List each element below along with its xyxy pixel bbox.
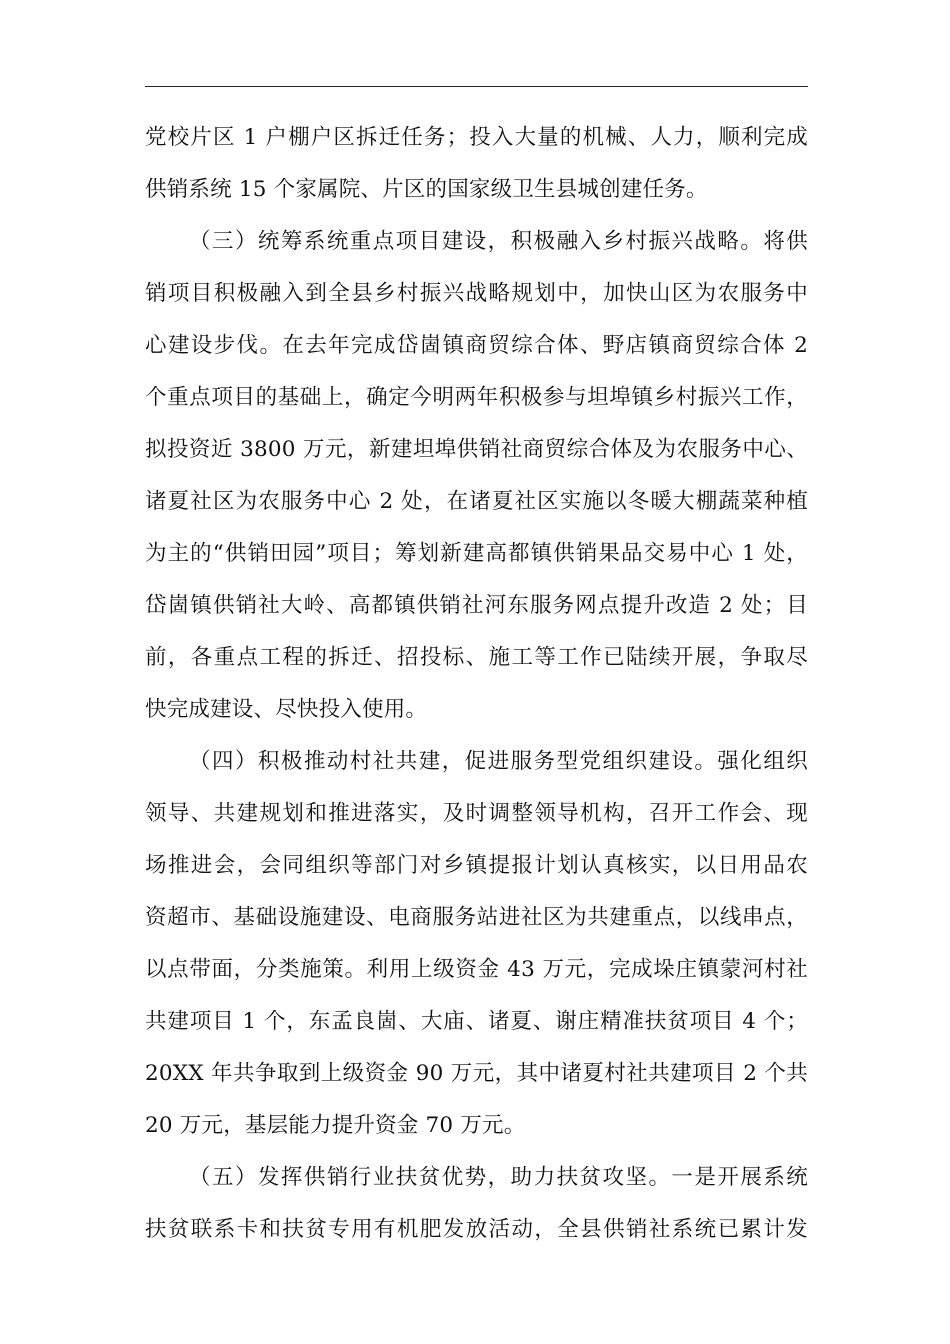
text-line: 个重点项目的基础上，确定今明两年积极参与坦埠镇乡村振兴工作，	[145, 385, 808, 410]
text-line: 前，各重点工程的拆迁、招投标、施工等工作已陆续开展，争取尽	[145, 645, 808, 670]
text-line: 场推进会，会同组织等部门对乡镇提报计划认真核实，以日用品农	[145, 853, 808, 878]
text-line: 心建设步伐。在去年完成岱崮镇商贸综合体、野店镇商贸综合体 2	[145, 333, 808, 358]
document-body	[145, 112, 808, 1256]
text-line: 岱崮镇供销社大岭、高都镇供销社河东服务网点提升改造 2 处；目	[145, 593, 808, 618]
text-line: 20 万元，基层能力提升资金 70 万元。	[145, 1113, 526, 1138]
text-line: 供销系统 15 个家属院、片区的国家级卫生县城创建任务。	[145, 177, 708, 202]
text-line: 诸夏社区为农服务中心 2 处，在诸夏社区实施以冬暖大棚蔬菜种植	[145, 489, 808, 514]
text-line: （四）积极推动村社共建，促进服务型党组织建设。强化组织	[189, 749, 808, 774]
text-line: 20XX 年共争取到上级资金 90 万元，其中诸夏村社共建项目 2 个共	[145, 1061, 808, 1086]
text-line: 销项目积极融入到全县乡村振兴战略规划中，加快山区为农服务中	[145, 281, 808, 306]
header-rule	[145, 86, 808, 87]
text-line: 共建项目 1 个，东孟良崮、大庙、诸夏、谢庄精准扶贫项目 4 个；	[145, 1009, 808, 1034]
text-line: 领导、共建规划和推进落实，及时调整领导机构，召开工作会、现	[145, 801, 808, 826]
text-line: 扶贫联系卡和扶贫专用有机肥发放活动，全县供销社系统已累计发	[145, 1217, 808, 1242]
text-line: （五）发挥供销行业扶贫优势，助力扶贫攻坚。一是开展系统	[189, 1165, 808, 1190]
text-line: 资超市、基础设施建设、电商服务站进社区为共建重点，以线串点，	[145, 905, 808, 930]
text-line: 为主的“供销田园”项目；筹划新建高都镇供销果品交易中心 1 处，	[145, 541, 808, 566]
text-line: 拟投资近 3800 万元，新建坦埠供销社商贸综合体及为农服务中心、	[145, 437, 808, 462]
text-line: 快完成建设、尽快投入使用。	[145, 697, 428, 722]
text-line: 以点带面，分类施策。利用上级资金 43 万元，完成垛庄镇蒙河村社	[145, 957, 808, 982]
text-line: 党校片区 1 户棚户区拆迁任务；投入大量的机械、人力，顺利完成	[145, 125, 808, 150]
text-line: （三）统筹系统重点项目建设，积极融入乡村振兴战略。将供	[189, 229, 808, 254]
